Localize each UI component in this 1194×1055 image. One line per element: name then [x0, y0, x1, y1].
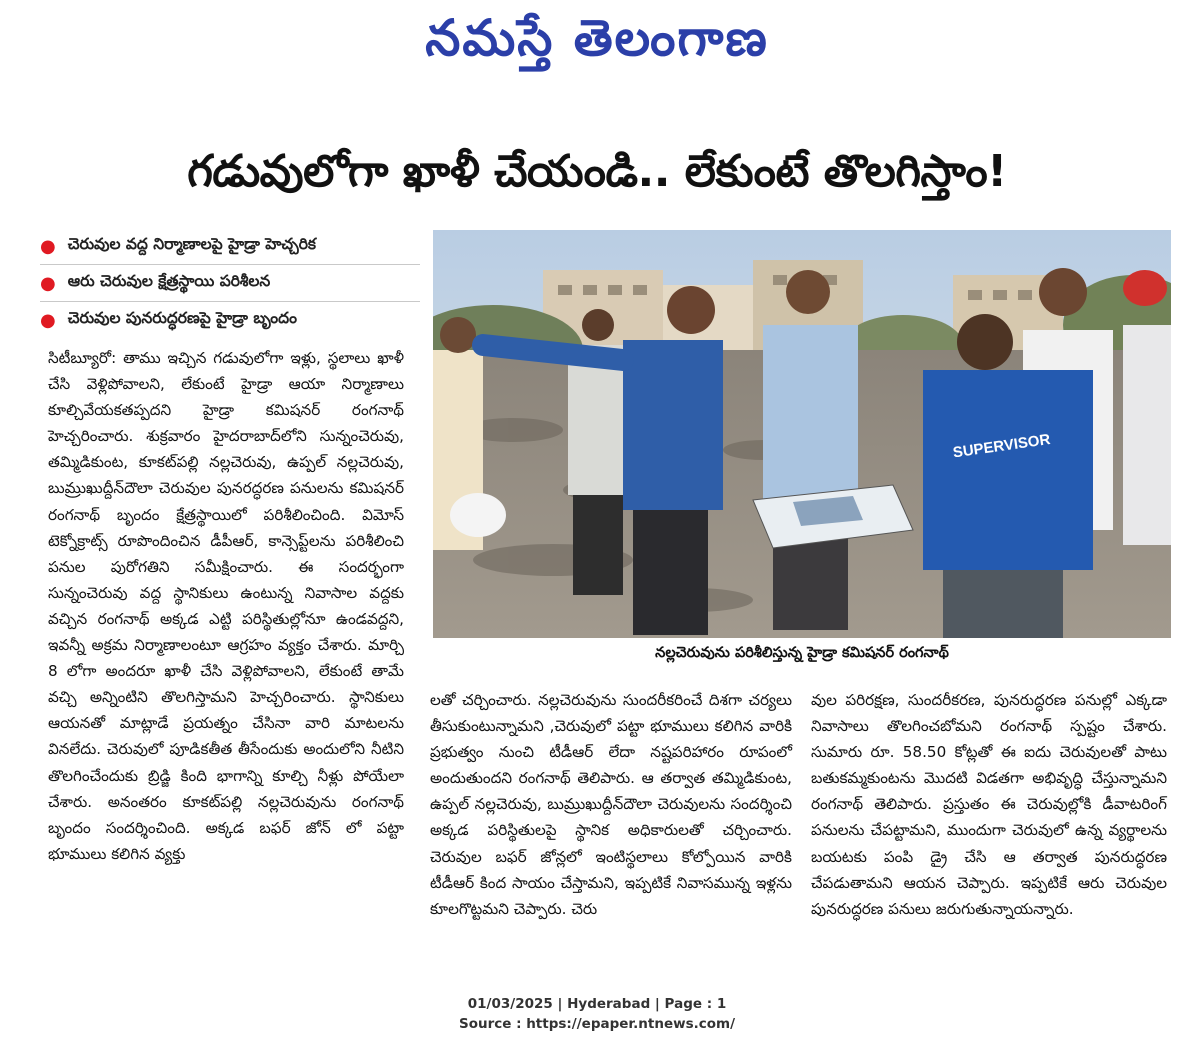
article-text: వుల పరిరక్షణ, సుందరీకరణ, పునరుద్ధరణ పనుల్లో ఎక్కడా నివాసాలు తొలగించబోమని రంగనాథ్ స్పష్టం చేశారు. సుమారు రూ. 58.50 కోట్లతో ఈ ఐదు చెరువులతో పాటు బతుకమ్మకుంటను మొదటి విడతగా అభివృద్ధి చేస్తున్నామని రంగనాథ్ తెలిపారు. ప్రస్తుతం ఈ చెరువుల్లోకి డీవాటరింగ్ పనులను చేపట్టామని, ముందుగా చెరువులో ఉన్న వ్యర్థాలను బయటకు పంపి డ్రై చేసి ఆ తర్వాత పునరుద్ధరణ చేపడుతామని ఆయన చెప్పారు. ఇప్పటికే ఆరు చెరువుల పునరుద్ధరణ పనులు జరుగుతున్నాయన్నారు.	[811, 691, 1167, 918]
bullet-text: చెరువుల పునరుద్ధరణపై హైడ్రా బృందం	[67, 309, 297, 327]
article-column-1	[48, 345, 404, 867]
bullet-dot-icon: ●	[40, 235, 56, 257]
news-photo	[433, 230, 1171, 638]
shirt-text: SUPERVISOR	[951, 431, 1052, 462]
footer-source-link[interactable]: Source : https://epaper.ntnews.com/	[458, 1016, 736, 1032]
article-column-2	[430, 687, 792, 922]
page-footer	[0, 994, 1194, 1034]
article-text: సిటీబ్యూరో: తాము ఇచ్చిన గడువులోగా ఇళ్లు, స్థలాలు ఖాళీ చేసి వెళ్లిపోవాలని, లేకుంటే హైడ్రా ఆయా నిర్మాణాలు కూల్చివేయకతప్పదని హైడ్రా కమిషనర్ రంగనాథ్ హెచ్చరించారు. శుక్రవారం హైదరాబాద్‌లోని సున్నంచెరువు, తమ్మిడికుంట, కూకట్‌పల్లి నల్లచెరువు, ఉప్పల్ నల్లచెరువు, బుమ్రుఖుద్దీన్‌దౌలా చెరువుల పునరద్ధరణ పనులను కమిషనర్ రంగనాథ్ బృందం క్షేత్రస్థాయిలో పరిశీలించింది. విమోస్ టెక్నోక్రాట్స్ రూపొందించిన డీపీఆర్, కాన్సెప్ట్‌లను పరిశీలించి పనుల పురోగతిని సమీక్షించారు. ఈ సందర్భంగా సున్నంచెరువు వద్ద స్థానికులు ఉంటున్న నివాసాల వద్దకు వచ్చిన రంగనాథ్ అక్కడ ఎట్టి పరిస్థితుల్లోనూ ఉండవద్దని, ఇవన్నీ అక్రమ నిర్మాణాలంటూ ఆగ్రహం వ్యక్తం చేశారు. మార్చి 8 లోగా అందరూ ఖాళీ చేసి వెళ్లిపోవాలని, లేకుంటే తామే వచ్చి అన్నింటిని తొలగిస్తామని హెచ్చరించారు. స్థానికులు ఆయనతో మాట్లాడే ప్రయత్నం చేసినా వారి మాటలను వినలేదు. చెరువులో పూడికతీత తీసేందుకు అందులోని నీటిని తొలగించేందుకు బ్రిడ్జి కింది భాగాన్ని కూల్చి నీళ్లు పోయేలా చేశారు. అనంతరం కూకట్‌పల్లి నల్లచెరువును రంగనాథ్ బృందం సందర్శించింది. అక్కడ బఫర్ జోన్ లో పట్టా భూములు కలిగిన వ్యక్తు	[48, 349, 404, 863]
bullet-dot-icon: ●	[40, 272, 56, 294]
bullet-text: చెరువుల వద్ద నిర్మాణాలపై హైడ్రా హెచ్చరిక	[67, 235, 316, 253]
headline: గడువులోగా ఖాళీ చేయండి.. లేకుంటే తొలగిస్తాం!	[187, 146, 1007, 197]
masthead-title: నమస్తే తెలంగాణ	[425, 8, 769, 67]
bullet-item	[40, 228, 420, 265]
photo-caption: నల్లచెరువును పరిశీలిస్తున్న హైడ్రా కమిషనర్ రంగనాథ్	[655, 645, 949, 661]
article-text: లతో చర్చించారు. నల్లచెరువును సుందరీకరించే దిశగా చర్యలు తీసుకుంటున్నామని ,చెరువులో పట్టా భూములు కలిగిన వారికి ప్రభుత్వం నుంచి టీడీఆర్ లేదా నష్టపరిహారం రూపంలో అందుతుందని రంగనాథ్ తెలిపారు. ఆ తర్వాత తమ్మిడికుంట, ఉప్పల్ నల్లచెరువు, బుమ్రుఖుద్దీన్‌దౌలా చెరువులను సందర్శించి అక్కడ పరిస్థితులపై స్థానిక అధికారులతో చర్చించారు. చెరువుల బఫర్ జోన్లలో ఇంటిస్థలాలు కోల్పోయిన వారికి టీడీఆర్ కింద సాయం చేస్తామని, ఇప్పటికే నివాసమున్న ఇళ్లను కూలగొట్టమని చెప్పారు. చెరు	[430, 691, 792, 918]
photo-illustration	[433, 230, 1171, 638]
bullet-list	[40, 228, 420, 338]
bullet-item	[40, 265, 420, 302]
bullet-item	[40, 302, 420, 338]
bullet-text: ఆరు చెరువుల క్షేత్రస్థాయి పరిశీలన	[67, 272, 271, 290]
article-column-3	[811, 687, 1167, 922]
bullet-dot-icon: ●	[40, 309, 56, 331]
footer-date-line: 01/03/2025 | Hyderabad | Page : 1	[467, 996, 727, 1012]
